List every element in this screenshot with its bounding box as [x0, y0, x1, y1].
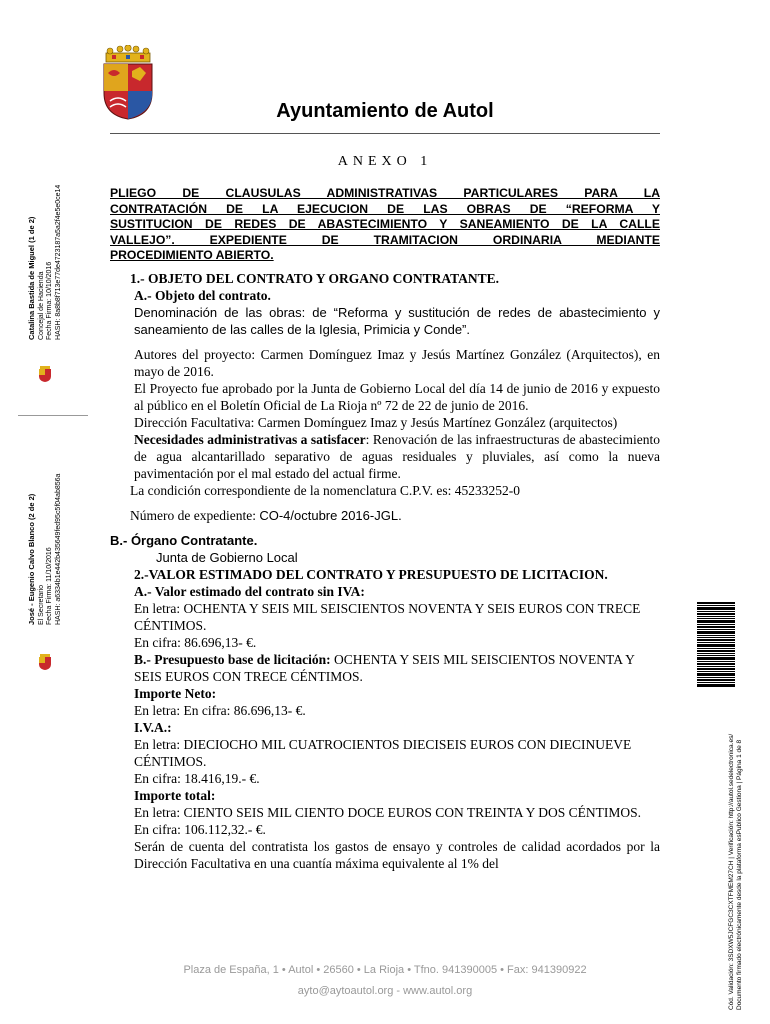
barcode-icon [697, 602, 735, 687]
verification-note [728, 734, 744, 1010]
necesidades-label: Necesidades administrativas a satisfacer [134, 432, 366, 447]
document-body [110, 270, 660, 872]
section-2-heading: 2.-VALOR ESTIMADO DEL CONTRATO Y PRESUPUESTO DE LICITACION. [134, 567, 608, 582]
signature-seal-icon [38, 366, 52, 382]
paragraph-autores: Autores del proyecto: Carmen Domínguez Imaz y Jesús Martínez González (Arquitectos), en mayo de 2016. [134, 347, 660, 379]
presupuesto-text: OCHENTA Y SEIS MIL SEISCIENTOS NOVENTA Y SEIS EUROS CON TRECE CÉNTIMOS. [134, 652, 635, 684]
signature-seal-icon [38, 654, 52, 670]
signer-role: Concejal de Hacienda [37, 271, 45, 340]
section-1-heading: 1.- OBJETO DEL CONTRATO Y ORGANO CONTRATANTE. [130, 271, 500, 286]
signature-hash: HASH: a6334b1e442b435649fed95c5f04ab856a [54, 473, 62, 625]
importe-total-cifra: En cifra: 106.112,32.- €. [134, 822, 266, 837]
importe-neto-label: Importe Neto: [134, 686, 217, 701]
paragraph-cpv: La condición correspondiente de la nomenclatura C.P.V. es: 45233252-0 [130, 483, 521, 498]
header-divider [110, 133, 660, 134]
iva-letra: En letra: DIECIOCHO MIL CUATROCIENTOS DIECISEIS EUROS CON DIECINUEVE CÉNTIMOS. [134, 737, 632, 769]
signature-block-1 [28, 185, 63, 340]
crown-icon [106, 45, 150, 62]
signer-role: El Secretario [37, 584, 45, 625]
expediente-value: CO-4/octubre 2016-JGL. [259, 508, 402, 523]
expediente-label: Número de expediente: [130, 508, 260, 523]
iva-label: I.V.A.: [134, 720, 172, 735]
signature-date: Fecha Firma: 11/10/2016 [46, 547, 53, 625]
document-title [110, 186, 660, 264]
subsection-a-heading: A.- Objeto del contrato. [134, 288, 271, 303]
title-line: PROCEDIMIENTO ABIERTO. [110, 248, 274, 263]
verification-platform: Documento firmado electrónicamente desde la plataforma esPublico Gestiona | Página 1 de 8 [736, 739, 743, 1010]
title-line: PLIEGO DE CLAUSULAS ADMINISTRATIVAS PARTICULARES PARA LA [110, 186, 660, 200]
signature-block-2 [28, 474, 63, 625]
paragraph-expediente [110, 507, 660, 524]
paragraph-denominacion: Denominación de las obras: de “Reforma y sustitución de redes de abastecimiento y saneamiento de las calles de la Iglesia, Primicia y Conde”. [134, 305, 660, 337]
paragraph-gastos: Serán de cuenta del contratista los gastos de ensayo y controles de calidad acordados por la Dirección Facultativa en una cuantía máxima equivalente al 1% del [134, 839, 660, 871]
annex-title: ANEXO 1 [337, 154, 433, 169]
importe-total-letra: En letra: CIENTO SEIS MIL CIENTO DOCE EUROS CON TREINTA Y DOS CÉNTIMOS. [134, 805, 642, 820]
cifra-valor: En cifra: 86.696,13- €. [134, 635, 257, 650]
title-line: VALLEJO”. EXPEDIENTE DE TRAMITACION ORDINARIA MEDIANTE [110, 232, 660, 247]
organo-contratante: Junta de Gobierno Local [156, 550, 298, 565]
importe-total-label: Importe total: [134, 788, 216, 803]
signer-name: José - Eugenio Calvo Blanco (2 de 2) [27, 493, 36, 625]
footer-contact: ayto@aytoautol.org - www.autol.org [297, 985, 473, 997]
signature-hash: HASH: 8a8b8f713e77de4723187a5a2f4e5e0ce14 [54, 184, 62, 340]
signature-separator [18, 415, 88, 416]
paragraph-proyecto: El Proyecto fue aprobado por la Junta de Gobierno Local del día 14 de junio de 2016 y expuesto al público en el Boletín Oficial de La Rioja nº 72 de 22 de junio de 2016. [134, 381, 660, 413]
presupuesto-base [110, 651, 660, 685]
necesidades-text: : Renovación de las infraestructuras de abastecimiento de agua alcantarillado separativo de aguas residuales y pluviales, así como la nueva pavimentación por el mal estado del actual firme. [134, 432, 660, 481]
title-line: CONTRATACIÓN DE LA EJECUCION DE LAS OBRAS DE “REFORMA Y [110, 201, 660, 216]
signature-date: Fecha Firma: 10/10/2016 [46, 261, 53, 340]
paragraph-necesidades [110, 431, 660, 482]
signer-name: Catalina Bastida de Miguel (1 de 2) [27, 216, 36, 340]
letra-valor: En letra: OCHENTA Y SEIS MIL SEISCIENTOS NOVENTA Y SEIS EUROS CON TRECE CÉNTIMOS. [134, 601, 641, 633]
verification-code: Cód. Validación: 3SDXW5JCFGC3CXTFMEM27CH | Verificación: http://autol.sedelectronica.es/ [728, 733, 735, 1010]
paragraph-direccion: Dirección Facultativa: Carmen Domínguez Imaz y Jesús Martínez González (arquitectos) [134, 415, 618, 430]
organization-name: Ayuntamiento de Autol [276, 100, 494, 122]
iva-cifra: En cifra: 18.416,19.- €. [134, 771, 260, 786]
subsection-2a-heading: A.- Valor estimado del contrato sin IVA: [134, 584, 365, 599]
footer-address: Plaza de España, 1 • Autol • 26560 • La Rioja • Tfno. 941390005 • Fax: 941390922 [183, 964, 587, 976]
subsection-b-heading: B.- Órgano Contratante. [110, 533, 258, 548]
importe-neto-text: En letra: En cifra: 86.696,13- €. [134, 703, 306, 718]
presupuesto-label: B.- Presupuesto base de licitación: [134, 652, 331, 667]
title-line: SUSTITUCION DE REDES DE ABASTECIMIENTO Y SANEAMIENTO DE LA CALLE [110, 217, 660, 232]
